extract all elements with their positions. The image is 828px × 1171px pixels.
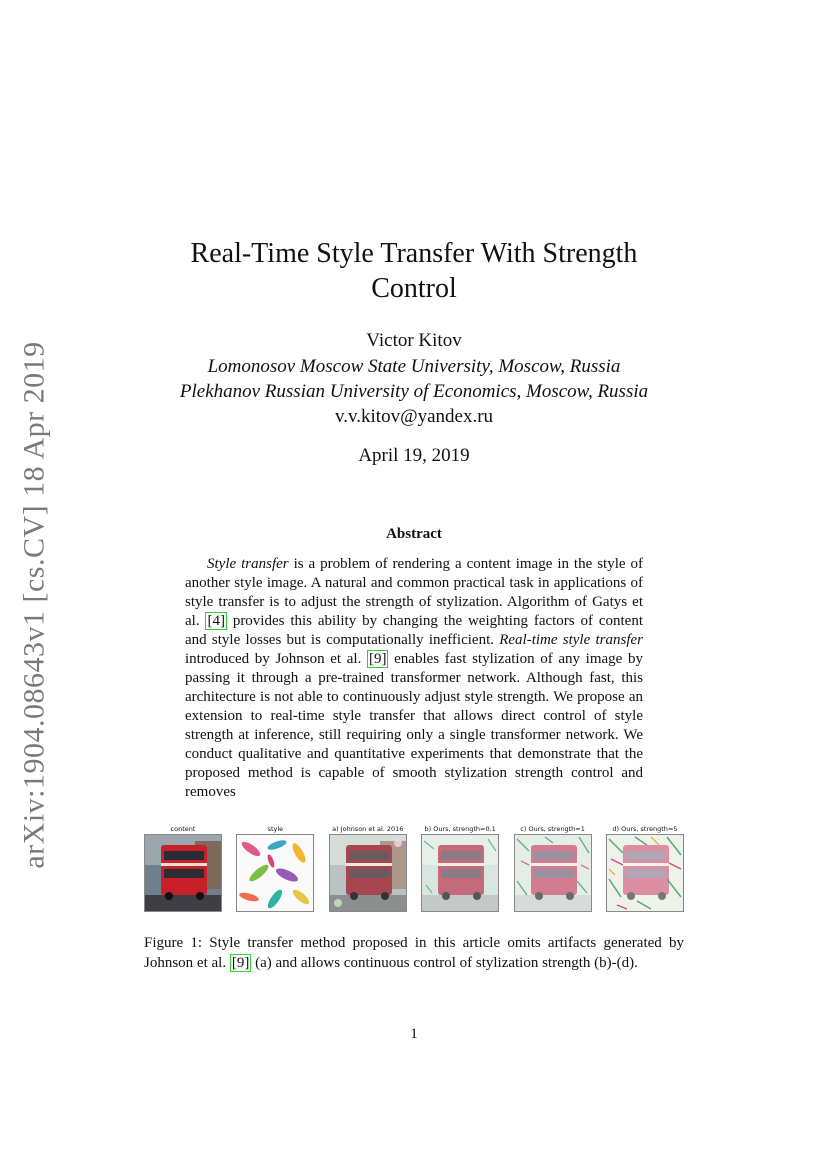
abstract-term-realtime: Real-time style transfer: [499, 632, 643, 648]
citation-link-gatys[interactable]: [4]: [207, 613, 225, 629]
arxiv-side-stamp: [18, 341, 52, 869]
abstract-text-1: is a problem of rendering a content image in the style of another style image. A natural and common practical task in applications of style transfer is to adjust the strength of stylization. Algorithm of Gatys et al.: [185, 556, 644, 629]
panel-label: content: [170, 825, 196, 833]
caption-text-2: (a) and allows continuous control of stylization strength (b)-(d).: [251, 955, 638, 971]
arxiv-identifier: arXiv:1904.08643v1 [cs.CV] 18 Apr 2019: [18, 341, 52, 869]
panel-label: style: [267, 825, 284, 833]
abstract-term-style-transfer: Style transfer: [207, 556, 289, 572]
title-line-2: Control: [371, 273, 457, 304]
citation-link-johnson-caption[interactable]: [9]: [231, 955, 250, 971]
abstract-text-4: enables fast stylization of any image by passing it through a pre-trained transformer network. Although fast, this architecture is not able to continuously adjust style strength. We propose an extension to real-time style transfer that allows direct control of style strength at inference, still requiring only a single transformer network. We conduct qualitative and quantitative experiments that demonstrate that the proposed method is capable of smooth stylization strength control and removes: [185, 651, 643, 800]
content-bus-image: [144, 834, 222, 912]
title-line-1: Real-Time Style Transfer With Strength: [190, 238, 638, 269]
page-number: 1: [410, 1026, 418, 1042]
strength-5-result-image: [606, 834, 684, 912]
figure-caption: [144, 933, 684, 973]
panel-label: c) Ours, strength=1: [520, 825, 585, 833]
panel-label: a) Johnson et al. 2016: [332, 825, 404, 833]
figure-panel-strength-5: [606, 824, 684, 916]
figure-panel-johnson: [329, 824, 407, 916]
strength-0-1-result-image: [421, 834, 499, 912]
affiliation-2: Plekhanov Russian University of Economics, Moscow, Russia: [179, 381, 649, 402]
strength-1-result-image: [514, 834, 592, 912]
abstract-heading: Abstract: [386, 526, 442, 542]
affiliation-1: Lomonosov Moscow State University, Moscow, Russia: [207, 356, 621, 377]
caption-text-1: Figure 1: Style transfer method proposed in this article omits artifacts generated by Johnson et al.: [144, 935, 684, 971]
paper-date: April 19, 2019: [358, 445, 470, 466]
author-name: Victor Kitov: [366, 330, 462, 351]
abstract-body: [185, 555, 643, 802]
johnson-result-image: [329, 834, 407, 912]
figure-1: [144, 824, 684, 916]
author-block: [120, 328, 708, 429]
abstract-text-3: introduced by Johnson et al.: [185, 651, 367, 667]
figure-panel-style: [236, 824, 314, 916]
abstract-text-2: provides this ability by changing the weighting factors of content and style losses but is computationally inefficient.: [185, 613, 644, 648]
author-email: v.v.kitov@yandex.ru: [334, 406, 494, 427]
paper-title: [140, 236, 688, 306]
figure-panel-strength-1: [514, 824, 592, 916]
panel-label: b) Ours, strength=0.1: [424, 825, 496, 833]
citation-link-johnson[interactable]: [9]: [368, 651, 387, 667]
style-feathers-image: [236, 834, 314, 912]
figure-panel-content: [144, 824, 222, 916]
panel-label: d) Ours, strength=5: [612, 825, 678, 833]
figure-panel-strength-0-1: [421, 824, 499, 916]
